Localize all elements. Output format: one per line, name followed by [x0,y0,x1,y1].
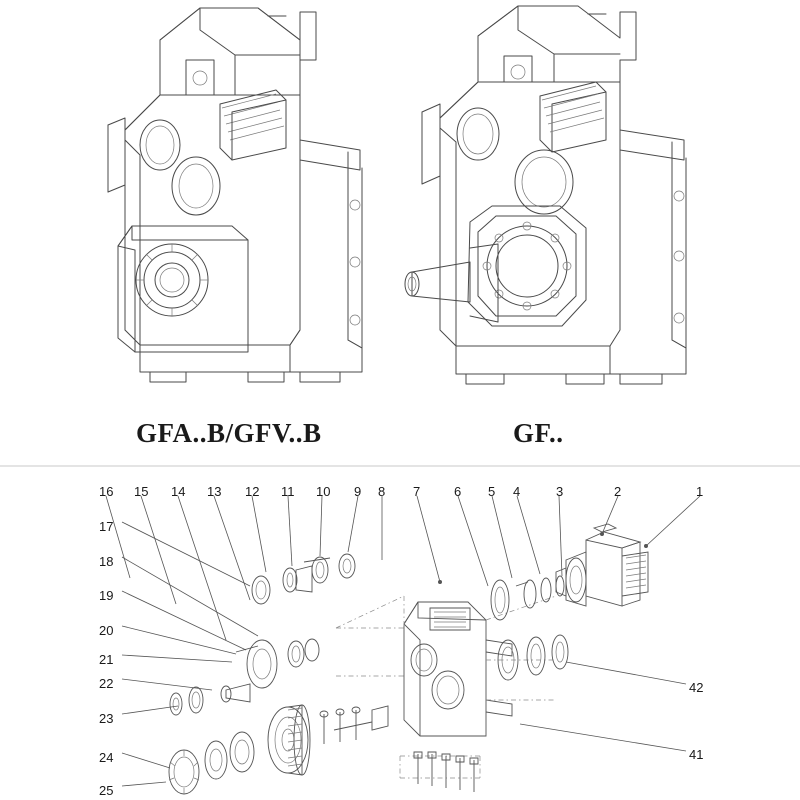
callout-top-3: 3 [556,484,564,499]
callout-top-13: 13 [207,484,222,499]
callout-right-42: 42 [689,680,704,695]
pin-parts [320,706,388,744]
callout-top-7: 7 [413,484,421,499]
callout-top-11: 11 [281,484,295,499]
shaft-gear-middle [170,639,319,715]
callout-left-23: 23 [99,711,114,726]
leader-lines [106,496,700,786]
leader-dots [438,532,648,584]
gearbox-left-outline [108,8,362,382]
callout-left-20: 20 [99,623,114,638]
callout-top-6: 6 [454,484,462,499]
figure-caption-right: GF.. [513,418,564,448]
callout-top-12: 12 [245,484,260,499]
callout-left-18: 18 [99,554,114,569]
callout-top-16: 16 [99,484,114,499]
callout-right-41: 41 [689,747,704,762]
callout-top-4: 4 [513,484,521,499]
lower-gear-row [169,705,310,794]
callout-left-24: 24 [99,750,114,765]
callout-top-1: 1 [696,484,704,499]
bolt-row [414,752,478,792]
callout-top-14: 14 [171,484,186,499]
callout-top-8: 8 [378,484,386,499]
callout-top-5: 5 [488,484,496,499]
callout-left-22: 22 [99,676,114,691]
callout-top-10: 10 [316,484,331,499]
callout-top-2: 2 [614,484,622,499]
callout-left-25: 25 [99,783,114,798]
callout-left-19: 19 [99,588,114,603]
motor-assembly [556,524,648,606]
exploded-assembly [106,496,700,794]
gearbox-right-outline [405,6,686,384]
callout-left-17: 17 [99,519,114,534]
callout-top-15: 15 [134,484,149,499]
callout-top-9: 9 [354,484,362,499]
right-rings [491,576,568,680]
small-parts-upper [252,554,355,604]
callout-left-21: 21 [99,652,114,667]
figure-caption-left: GFA..B/GFV..B [136,418,322,448]
